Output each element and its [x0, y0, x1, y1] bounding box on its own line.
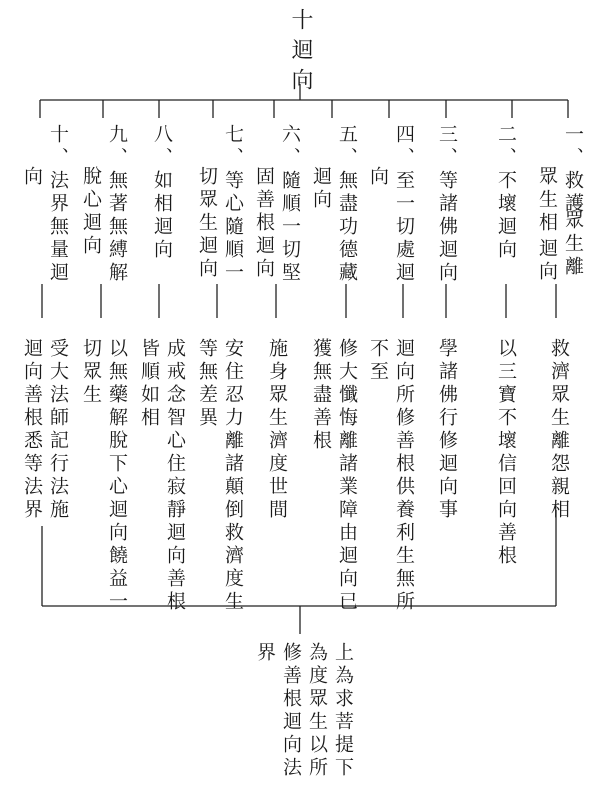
item-5-desc-line-2: 獲無盡善根: [310, 338, 332, 453]
item-7-desc-line-2: 等無差異: [196, 338, 218, 430]
summary-line-1: 上為求菩提下: [332, 642, 354, 780]
item-10-desc-line-1: 受大法師記行法施: [47, 338, 69, 522]
item-6-desc-line-1: 施身眾生濟度世間: [266, 338, 288, 522]
item-7-desc-line-1: 安住忍力離諸顛倒救濟度生: [222, 338, 244, 614]
item-1-heading-line-4: 眾生離: [562, 210, 584, 279]
item-8-desc-line-2: 皆順如相: [138, 338, 160, 430]
item-9-desc-line-2: 切眾生: [80, 338, 102, 407]
item-5-heading-line-2: 迴向: [310, 166, 332, 212]
item-10-desc-line-2: 迴向善根悉等法界: [21, 338, 43, 522]
item-1-heading-line-3: 迴向: [536, 238, 558, 284]
item-9-heading-line-2: 脫心迴向: [80, 166, 102, 258]
item-7-heading-line-2: 切眾生迴向: [196, 166, 218, 281]
item-4-heading-line-1: 四、至一切處迴: [393, 124, 415, 285]
item-4-heading-line-2: 向: [367, 166, 389, 189]
item-1-desc-line-1: 救濟眾生離怨親相: [548, 338, 570, 522]
item-4-desc-line-1: 迴向所修善根供養利生無所: [393, 338, 415, 614]
diagram-title: 十迴向: [288, 8, 313, 98]
summary-line-4: 界: [254, 642, 276, 665]
item-8-heading-line-1: 八、如相迴向: [151, 124, 173, 262]
summary-line-2: 為度眾生以所: [306, 642, 328, 780]
item-7-heading-line-1: 七、等心隨順一: [222, 124, 244, 285]
item-5-heading-line-1: 五、無盡功德藏: [336, 124, 358, 285]
item-8-desc-line-1: 成戒念智心住寂靜迴向善根: [164, 338, 186, 614]
item-2-desc-line-1: 以三寶不壞信回向善根: [495, 338, 517, 568]
item-9-heading-line-1: 九、無著無縛解: [106, 124, 128, 285]
item-5-desc-line-1: 修大懺悔離諸業障由迴向已: [336, 338, 358, 614]
item-9-desc-line-1: 以無藥解脫下心迴向饒益一: [106, 338, 128, 614]
item-1-heading-line-1: 一、救護: [562, 124, 584, 216]
item-6-heading-line-1: 六、隨順一切堅: [279, 124, 301, 285]
item-6-heading-line-2: 固善根迴向: [253, 166, 275, 281]
item-4-desc-line-2: 不至: [367, 338, 389, 384]
item-3-heading-line-1: 三、等諸佛迴向: [436, 124, 458, 285]
item-3-desc-line-1: 學諸佛行修迴向事: [436, 338, 458, 522]
item-10-heading-line-2: 向: [21, 166, 43, 189]
item-10-heading-line-1: 十、法界無量迴: [47, 124, 69, 285]
item-2-heading-line-1: 二、不壞迴向: [495, 124, 517, 262]
item-1-heading-line-2: 眾生相: [536, 166, 558, 235]
summary-line-3: 修善根迴向法: [280, 642, 302, 780]
